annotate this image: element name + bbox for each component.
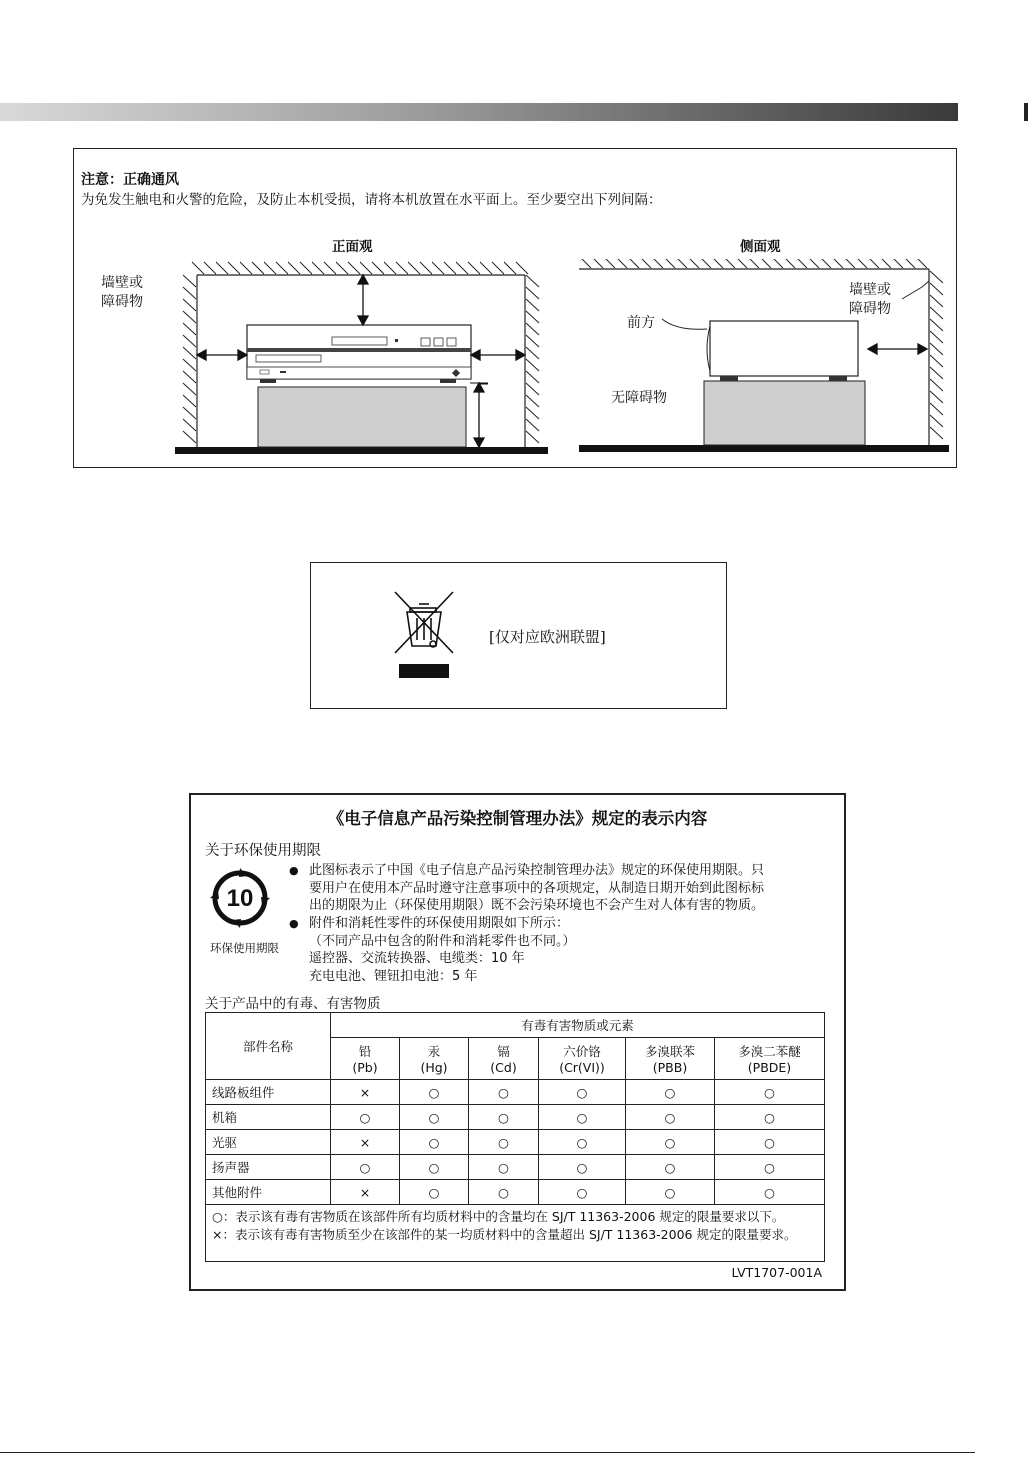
col-header-hg: 汞 (Hg): [400, 1038, 469, 1080]
bullet2-line4: 充电电池、锂钮扣电池：5 年: [309, 968, 478, 984]
document-code: LVT1707-001A: [731, 1265, 822, 1280]
header-gradient-bar: [0, 103, 958, 121]
hazardous-substance-table: [205, 1012, 825, 1262]
front-direction-label: 前方: [627, 315, 655, 331]
table-row: [206, 1080, 825, 1105]
footer-rule: [0, 1452, 975, 1453]
col-header-pbb: 多溴联苯 (PBB): [626, 1038, 715, 1080]
section-hazardous-title: 关于产品中的有毒、有害物质: [205, 996, 381, 1012]
table-row: [206, 1105, 825, 1130]
substance-mark-cell: ○: [400, 1080, 469, 1105]
substance-mark-cell: ○: [400, 1130, 469, 1155]
env-period-number: 10: [226, 885, 254, 912]
substance-mark-cell: ○: [539, 1080, 626, 1105]
part-name-cell: 其他附件: [206, 1180, 331, 1205]
col-header-cr6: 六价铬 (Cr(VI)): [539, 1038, 626, 1080]
bullet1-line2: 要用户在使用本产品时遵守注意事项中的各项规定，从制造日期开始到此图标标: [309, 880, 765, 896]
substance-mark-cell: ○: [715, 1105, 825, 1130]
bullet1-text: [309, 862, 834, 915]
substance-mark-cell: ○: [626, 1105, 715, 1130]
substance-mark-cell: ○: [400, 1155, 469, 1180]
substance-mark-cell: ×: [331, 1130, 400, 1155]
note-cross: ×：表示该有毒有害物质至少在该部件的某一均质材料中的含量超出 SJ/T 11363-2006 规定的限量要求。: [212, 1227, 797, 1242]
col-header-cd: 镉 (Cd): [469, 1038, 539, 1080]
wall-label-left-line2: 障碍物: [101, 294, 143, 310]
bullet1-line3: 出的期限为止（环保使用期限）既不会污染环境也不会产生对人体有害的物质。: [309, 898, 765, 913]
side-view-diagram: [577, 259, 957, 459]
substance-mark-cell: ×: [331, 1080, 400, 1105]
wall-label-left-line1: 墙壁或: [101, 275, 143, 291]
substance-mark-cell: ○: [469, 1105, 539, 1130]
substance-mark-cell: ○: [715, 1180, 825, 1205]
ventilation-title: 注意：正确通风: [81, 172, 179, 188]
substance-mark-cell: ○: [469, 1180, 539, 1205]
bullet2-text: [309, 915, 834, 985]
substance-mark-cell: ○: [400, 1105, 469, 1130]
rohs-title: 《电子信息产品污染控制管理办法》规定的表示内容: [327, 809, 708, 828]
side-view-title: 侧面观: [740, 239, 781, 255]
substance-mark-cell: ○: [539, 1105, 626, 1130]
col-header-pb: 铅 (Pb): [331, 1038, 400, 1080]
substance-mark-cell: ○: [539, 1130, 626, 1155]
part-name-cell: 光驱: [206, 1130, 331, 1155]
table-notes: [206, 1205, 825, 1262]
part-name-header: 部件名称: [206, 1013, 331, 1080]
bullet1-line1: 此图标表示了中国《电子信息产品污染控制管理办法》规定的环保使用期限。只: [309, 863, 765, 878]
substance-mark-cell: ×: [331, 1180, 400, 1205]
front-view-title: 正面观: [332, 239, 373, 255]
no-obstacle-label: 无障碍物: [611, 390, 667, 406]
device-front-illustration: [247, 325, 471, 383]
substance-mark-cell: ○: [331, 1105, 400, 1130]
bullet2-line1: 附件和消耗性零件的环保使用期限如下所示：: [309, 916, 570, 931]
section-env-period-title: 关于环保使用期限: [205, 843, 321, 859]
part-name-cell: 线路板组件: [206, 1080, 331, 1105]
substance-mark-cell: ○: [331, 1155, 400, 1180]
substance-mark-cell: ○: [715, 1155, 825, 1180]
weee-notice: [310, 562, 727, 709]
front-ceiling-hatch: [192, 262, 528, 274]
substance-mark-cell: ○: [539, 1180, 626, 1205]
col-header-pbde: 多溴二苯醚 (PBDE): [715, 1038, 825, 1080]
bullet-dot: ●: [289, 864, 299, 877]
substance-mark-cell: ○: [715, 1130, 825, 1155]
bullet-dot: ●: [289, 917, 299, 930]
substance-mark-cell: ○: [539, 1155, 626, 1180]
env-period-caption: 环保使用期限: [210, 941, 279, 955]
part-name-cell: 机箱: [206, 1105, 331, 1130]
substance-group-header: 有毒有害物质或元素: [331, 1013, 825, 1038]
rohs-disclosure: [189, 793, 846, 1291]
bullet2-line3: 遥控器、交流转换器、电缆类：10 年: [309, 951, 525, 966]
env-protection-period-logo: [209, 867, 271, 929]
wall-label-right-line2: 障碍物: [849, 301, 891, 317]
header-edge-mark: [1024, 103, 1028, 121]
table-row: [206, 1130, 825, 1155]
bullet2-line2: （不同产品中包含的附件和消耗零件也不同。）: [309, 933, 576, 949]
substance-mark-cell: ○: [469, 1080, 539, 1105]
table-row: [206, 1155, 825, 1180]
weee-eu-only-text: [仅对应欧洲联盟]: [489, 628, 606, 646]
ventilation-instruction: 为免发生触电和火警的危险，及防止本机受损，请将本机放置在水平面上。至少要空出下列间隔：: [81, 192, 662, 208]
front-view-diagram: [170, 259, 555, 459]
ventilation-notice: [73, 148, 957, 468]
wall-label-right-line1: 墙壁或: [849, 282, 891, 298]
crossed-bin-icon: [389, 588, 459, 680]
part-name-cell: 扬声器: [206, 1155, 331, 1180]
substance-mark-cell: ○: [626, 1155, 715, 1180]
table-row: [206, 1180, 825, 1205]
substance-mark-cell: ○: [626, 1080, 715, 1105]
substance-mark-cell: ○: [626, 1130, 715, 1155]
substance-mark-cell: ○: [469, 1130, 539, 1155]
substance-mark-cell: ○: [469, 1155, 539, 1180]
substance-mark-cell: ○: [400, 1180, 469, 1205]
substance-mark-cell: ○: [715, 1080, 825, 1105]
note-circle: ○：表示该有毒有害物质在该部件所有均质材料中的含量均在 SJ/T 11363-2006 规定的限量要求以下。: [212, 1209, 785, 1224]
device-side-illustration: [707, 321, 858, 381]
substance-mark-cell: ○: [626, 1180, 715, 1205]
